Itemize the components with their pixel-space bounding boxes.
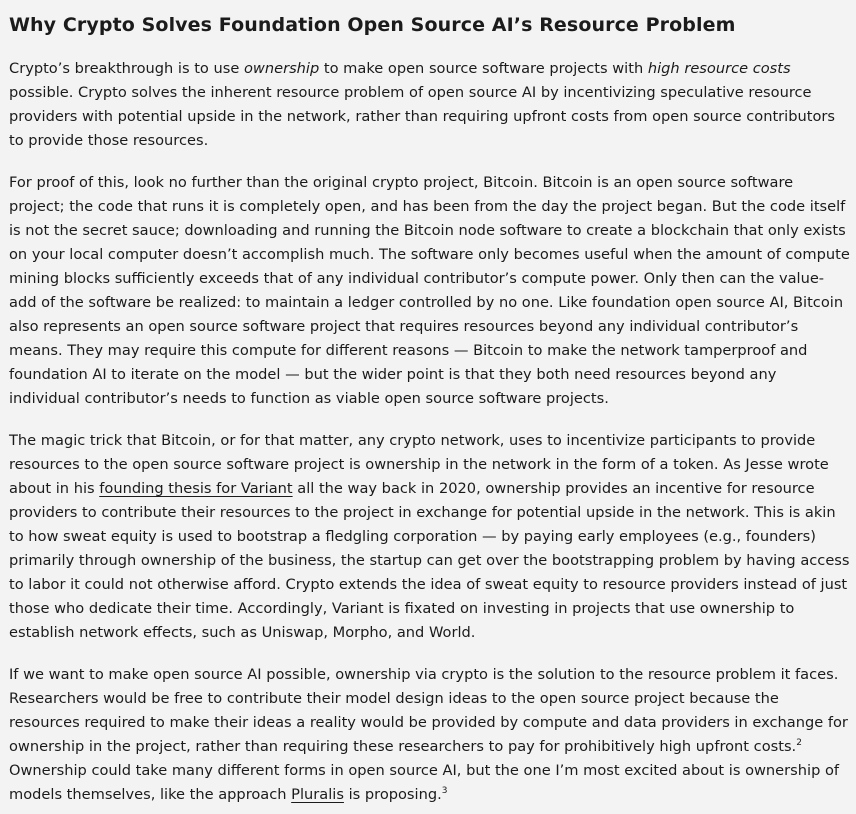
text-span: all the way back in 2020, ownership provides an incentive for resource providers to contribute their resources to the project in exchange for potential upside in the network. This is akin to how sweat equity is used to bootstrap a fledgling corporation — by paying early employees (e.g., founders) primarily through ownership of the business, the startup can get over the bootstrapping problem by having access to labor it could not otherwise afford. Crypto extends the idea of sweat equity to resource providers instead of just those who dedicate their time. Accordingly, Variant is fixated on investing in projects that use ownership to establish network effects, such as Uniswap, Morpho, and World. bbox=[9, 480, 850, 641]
text-span: Ownership could take many different forms in open source AI, but the one I’m most excited about is ownership of models themselves, like the approach bbox=[9, 762, 840, 803]
section-heading: Why Crypto Solves Foundation Open Source AI’s Resource Problem bbox=[9, 14, 736, 36]
emphasis-high-resource-costs: high resource costs bbox=[647, 60, 791, 77]
paragraph-open-source-ai bbox=[9, 663, 850, 807]
paragraph-magic-trick bbox=[9, 429, 850, 645]
founding-thesis-link[interactable]: founding thesis for Variant bbox=[99, 480, 293, 497]
footnote-ref-3[interactable]: 3 bbox=[441, 786, 448, 797]
text-span: to make open source software projects with bbox=[319, 60, 648, 77]
text-span: possible. Crypto solves the inherent resource problem of open source AI by incentivizing speculative resource providers with potential upside in the network, rather than requiring upfront costs from open source contributors to provide those resources. bbox=[9, 84, 835, 149]
paragraph-crypto-breakthrough bbox=[9, 57, 850, 153]
footnote-ref-2[interactable]: 2 bbox=[796, 738, 802, 749]
text-span: The magic trick that Bitcoin, or for that matter, any crypto network, uses to incentivize participants to provide resources to the open source software project is ownership in the network in the form of a token. As Jesse wrote about in his bbox=[9, 432, 829, 497]
emphasis-ownership: ownership bbox=[243, 60, 320, 77]
text-span: Crypto’s breakthrough is to use bbox=[9, 60, 244, 77]
pluralis-link[interactable]: Pluralis bbox=[291, 786, 344, 803]
text-span: If we want to make open source AI possible, ownership via crypto is the solution to the resource problem it faces. Researchers would be free to contribute their model design ideas to the open source project because the resources required to make their ideas a reality would be provided by compute and data providers in exchange for ownership in the project, rather than requiring these researchers to pay for prohibitively high upfront costs. bbox=[9, 666, 848, 755]
text-span: is proposing. bbox=[343, 786, 442, 803]
paragraph-bitcoin-proof: For proof of this, look no further than the original crypto project, Bitcoin. Bitcoin is an open source software project; the code that runs it is completely open, and has been from the day the project began. But the code itself is not the secret sauce; downloading and running the Bitcoin node software to create a blockchain that only exists on your local computer doesn’t accomplish much. The software only becomes useful when the amount of compute mining blocks sufficiently exceeds that of any individual contributor’s compute power. Only then can the value-add of the software be realized: to maintain a ledger controlled by no one. Like foundation open source AI, Bitcoin also represents an open source software project that requires resources beyond any individual contributor’s means. They may require this compute for different reasons — Bitcoin to make the network tamperproof and foundation AI to iterate on the model — but the wider point is that they both need resources beyond any individual contributor’s needs to function as viable open source software projects. bbox=[9, 174, 850, 407]
